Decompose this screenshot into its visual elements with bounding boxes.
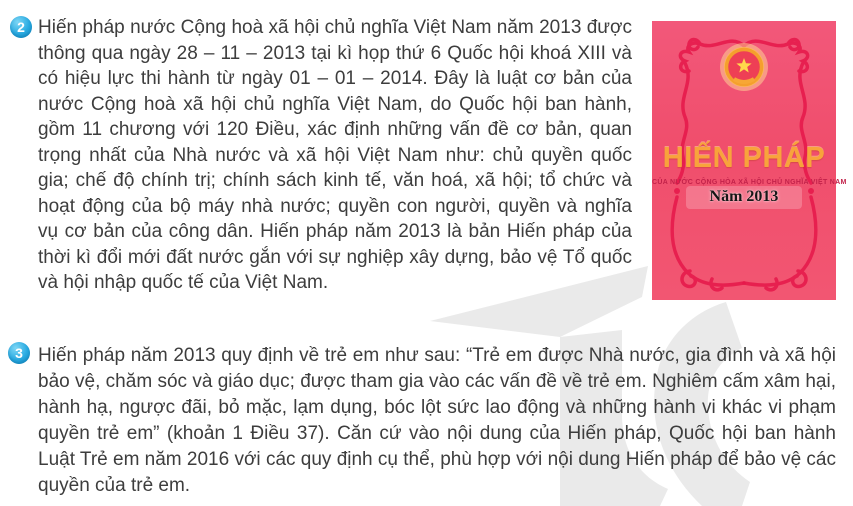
constitution-book-cover	[652, 21, 847, 300]
vietnam-national-emblem-icon	[720, 43, 768, 91]
section-number-badge-3	[8, 342, 30, 364]
section-children-rights	[38, 343, 836, 499]
paragraph-text: Hiến pháp nước Cộng hoà xã hội chủ nghĩa Việt Nam năm 2013 được thông qua ngày 28 – 11 – 2013 tại kì họp thứ 6 Quốc hội khoá XIII và có hiệu lực thi hành từ ngày 01 – 01 – 2014. Đây là luật cơ bản của nước Cộng hoà xã hội chủ nghĩa Việt Nam, do Quốc hội ban hành, gồm 11 chương với 120 Điều, xác định những vấn đề cơ bản, quan trọng nhất của Nhà nước và xã hội Việt Nam như: chủ quyền quốc gia; chế độ chính trị; chính sách kinh tế, văn hoá, xã hội; tổ chức và hoạt động của bộ máy nhà nước; quyền con người, quyền và nghĩa vụ cơ bản của công dân. Hiến pháp năm 2013 là bản Hiến pháp của thời kì đổi mới đất nước gắn với sự nghiệp xây dựng, bảo vệ Tổ quốc và hội nhập quốc tế của Việt Nam.	[38, 17, 632, 293]
section-number-badge-2	[10, 16, 32, 38]
cover-subtitle: CỦA NƯỚC CỘNG HÒA XÃ HỘI CHỦ NGHĨA VIỆT NAM	[652, 179, 847, 186]
cover-title: HIẾN PHÁP	[662, 142, 826, 174]
section-constitution-overview	[38, 15, 632, 296]
cover-year: Năm 2013	[709, 188, 779, 205]
section-number-label: 3	[15, 345, 23, 361]
paragraph-text: Hiến pháp năm 2013 quy định về trẻ em như sau: “Trẻ em được Nhà nước, gia đình và xã hội bảo vệ, chăm sóc và giáo dục; được tham gia vào các vấn đề về trẻ em. Nghiêm cấm xâm hại, hành hạ, ngược đãi, bỏ mặc, lạm dụng, bóc lột sức lao động và những hành vi khác vi phạm quyền trẻ em” (khoản 1 Điều 37). Căn cứ vào nội dung của Hiến pháp, Quốc hội ban hành Luật Trẻ em năm 2016 với các quy định cụ thể, phù hợp với nội dung Hiến pháp để bảo vệ các quyền của trẻ em.	[38, 345, 836, 496]
section-number-label: 2	[17, 19, 25, 35]
